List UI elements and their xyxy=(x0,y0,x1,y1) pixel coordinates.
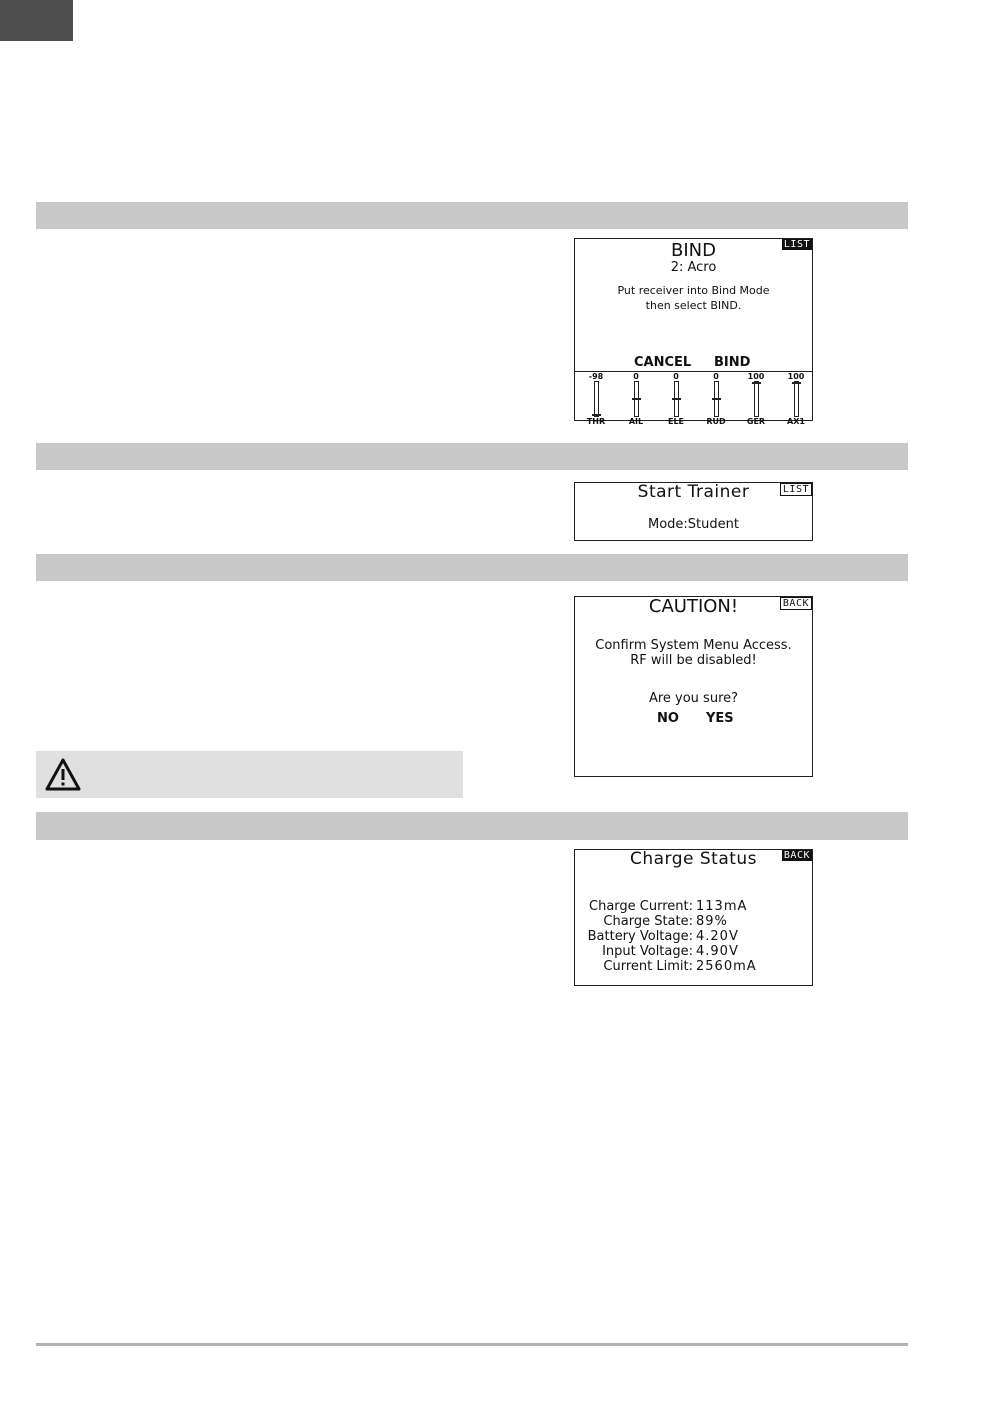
caution-line-1: Confirm System Menu Access. xyxy=(595,638,792,653)
instruction-line-2: then select BIND. xyxy=(645,299,742,312)
trainer-mode[interactable]: Mode:Student xyxy=(648,517,739,532)
channel-label: AIL xyxy=(628,417,644,426)
caution-question: Are you sure? xyxy=(648,691,739,706)
section-header-bar-charge xyxy=(36,812,908,840)
charge-row xyxy=(575,959,812,974)
charge-row-label: Current Limit: xyxy=(603,959,693,974)
charge-row-label: Charge State: xyxy=(603,914,693,929)
channel-track xyxy=(794,381,799,417)
channel-ele xyxy=(656,372,696,426)
channel-indicator xyxy=(592,414,601,416)
charge-row-label: Charge Current: xyxy=(589,899,693,914)
bind-screen xyxy=(574,238,813,426)
charge-row xyxy=(575,899,812,914)
channel-value: 100 xyxy=(787,372,805,381)
channel-label: THR xyxy=(586,417,606,426)
page-corner-tab xyxy=(0,0,73,41)
channel-value: 0 xyxy=(673,372,679,381)
channel-value: -98 xyxy=(588,372,604,381)
charge-title: Charge Status xyxy=(629,849,758,869)
channel-label: AX1 xyxy=(787,417,805,426)
channel-ax1 xyxy=(776,372,816,426)
channel-value: 0 xyxy=(633,372,639,381)
channel-indicator xyxy=(712,398,721,400)
no-button[interactable]: NO xyxy=(657,711,679,726)
caution-line-2: RF will be disabled! xyxy=(630,653,757,668)
channel-indicator xyxy=(672,398,681,400)
caution-title: CAUTION! xyxy=(648,596,739,617)
bind-title: BIND xyxy=(671,240,716,261)
back-badge[interactable]: BACK xyxy=(783,850,810,861)
section-header-bar-system xyxy=(36,554,908,581)
section-header-bar-bind xyxy=(36,202,908,229)
channel-track xyxy=(714,381,719,417)
charge-row-value: 4.20V xyxy=(696,929,739,944)
channel-thr xyxy=(576,372,616,426)
channel-value: 0 xyxy=(713,372,719,381)
channel-label: GER xyxy=(746,417,766,426)
caution-screen xyxy=(574,596,813,777)
trainer-screen xyxy=(574,482,813,541)
channel-track xyxy=(674,381,679,417)
charge-row-value: 4.90V xyxy=(696,944,739,959)
trainer-title: Start Trainer xyxy=(637,482,750,502)
charge-row-value: 89% xyxy=(696,914,728,929)
charge-row-label: Battery Voltage: xyxy=(587,929,693,944)
channel-indicator xyxy=(752,382,761,384)
charge-row-value: 2560mA xyxy=(696,959,757,974)
charge-row xyxy=(575,929,812,944)
bind-button[interactable]: BIND xyxy=(714,355,751,370)
model-name: 2: Acro xyxy=(670,260,717,275)
warning-triangle-icon xyxy=(45,757,81,793)
list-badge[interactable]: LIST xyxy=(783,239,810,250)
channel-rud xyxy=(696,372,736,426)
section-header-bar-trainer xyxy=(36,443,908,470)
list-badge[interactable]: LIST xyxy=(780,483,812,496)
cancel-button[interactable]: CANCEL xyxy=(634,355,692,370)
channel-label: RUD xyxy=(706,417,726,426)
yes-button[interactable]: YES xyxy=(706,711,734,726)
charge-row xyxy=(575,914,812,929)
channel-indicator xyxy=(792,382,801,384)
channel-value: 100 xyxy=(747,372,765,381)
channel-indicator xyxy=(632,398,641,400)
channel-ail xyxy=(616,372,656,426)
channel-label: ELE xyxy=(667,417,685,426)
charge-row-label: Input Voltage: xyxy=(602,944,693,959)
instruction-line-1: Put receiver into Bind Mode xyxy=(617,284,770,297)
channel-monitor xyxy=(575,372,812,426)
charge-row-value: 113mA xyxy=(696,899,748,914)
charge-row xyxy=(575,944,812,959)
channel-track xyxy=(754,381,759,417)
channel-track xyxy=(594,381,599,417)
back-badge[interactable]: BACK xyxy=(780,597,812,610)
channel-track xyxy=(634,381,639,417)
footer-rule xyxy=(36,1343,908,1346)
channel-ger xyxy=(736,372,776,426)
charge-status-screen xyxy=(574,849,813,986)
warning-box xyxy=(36,751,463,798)
